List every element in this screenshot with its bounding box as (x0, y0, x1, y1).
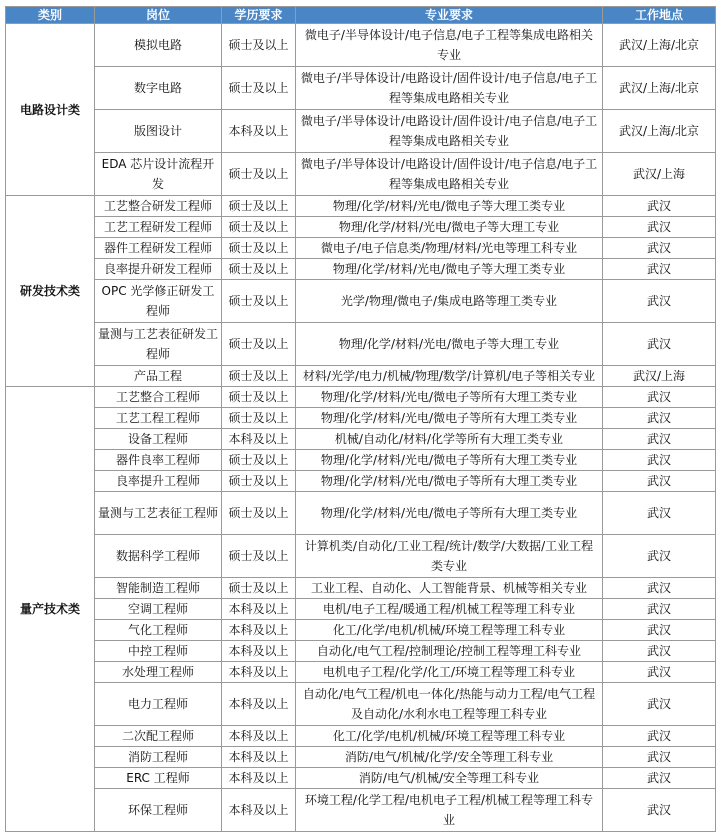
location-cell: 武汉 (603, 217, 716, 238)
position-cell: 电力工程师 (95, 683, 222, 726)
recruitment-table (5, 6, 716, 832)
education-cell: 硕士及以上 (222, 578, 296, 599)
table-row (6, 280, 716, 323)
table-row (6, 259, 716, 280)
header-row (6, 7, 716, 24)
position-cell: 模拟电路 (95, 24, 222, 67)
major-cell: 物理/化学/材料/光电/微电子等大理工专业 (296, 217, 603, 238)
education-cell: 硕士及以上 (222, 259, 296, 280)
category-rnd: 研发技术类 (6, 196, 95, 387)
position-cell: 中控工程师 (95, 641, 222, 662)
major-cell: 消防/电气/机械/安全等理工科专业 (296, 768, 603, 789)
table-row (6, 599, 716, 620)
position-cell: 气化工程师 (95, 620, 222, 641)
location-cell: 武汉 (603, 789, 716, 832)
table-row (6, 492, 716, 535)
major-cell: 化工/化学/电机/机械/环境工程等理工科专业 (296, 620, 603, 641)
education-cell: 硕士及以上 (222, 323, 296, 366)
education-cell: 本科及以上 (222, 662, 296, 683)
position-cell: 工艺整合研发工程师 (95, 196, 222, 217)
table-row (6, 641, 716, 662)
location-cell: 武汉/上海 (603, 153, 716, 196)
table-row (6, 24, 716, 67)
table-row (6, 387, 716, 408)
position-cell: 工艺工程研发工程师 (95, 217, 222, 238)
major-cell: 环境工程/化学工程/电机电子工程/机械工程等理工科专业 (296, 789, 603, 832)
major-cell: 物理/化学/材料/光电/微电子等大理工专业 (296, 323, 603, 366)
position-cell: 智能制造工程师 (95, 578, 222, 599)
education-cell: 硕士及以上 (222, 196, 296, 217)
table-row (6, 238, 716, 259)
table-row (6, 578, 716, 599)
table-row (6, 662, 716, 683)
position-cell: 版图设计 (95, 110, 222, 153)
header-education: 学历要求 (222, 7, 296, 24)
table-row (6, 471, 716, 492)
header-location: 工作地点 (603, 7, 716, 24)
education-cell: 本科及以上 (222, 599, 296, 620)
location-cell: 武汉 (603, 280, 716, 323)
position-cell: 环保工程师 (95, 789, 222, 832)
position-cell: 产品工程 (95, 366, 222, 387)
major-cell: 材料/光学/电力/机械/物理/数学/计算机/电子等相关专业 (296, 366, 603, 387)
education-cell: 硕士及以上 (222, 450, 296, 471)
table-row (6, 67, 716, 110)
category-mass: 量产技术类 (6, 387, 95, 832)
location-cell: 武汉 (603, 683, 716, 726)
table-row (6, 110, 716, 153)
education-cell: 硕士及以上 (222, 153, 296, 196)
location-cell: 武汉 (603, 768, 716, 789)
table-row (6, 683, 716, 726)
location-cell: 武汉 (603, 662, 716, 683)
education-cell: 硕士及以上 (222, 24, 296, 67)
table-row (6, 747, 716, 768)
table-row (6, 429, 716, 450)
major-cell: 机械/自动化/材料/化学等所有大理工类专业 (296, 429, 603, 450)
major-cell: 微电子/半导体设计/电路设计/固件设计/电子信息/电子工程等集成电路相关专业 (296, 110, 603, 153)
position-cell: 消防工程师 (95, 747, 222, 768)
location-cell: 武汉/上海/北京 (603, 67, 716, 110)
location-cell: 武汉 (603, 238, 716, 259)
education-cell: 本科及以上 (222, 683, 296, 726)
education-cell: 本科及以上 (222, 620, 296, 641)
location-cell: 武汉 (603, 492, 716, 535)
position-cell: 二次配工程师 (95, 726, 222, 747)
table-row (6, 450, 716, 471)
education-cell: 硕士及以上 (222, 387, 296, 408)
education-cell: 本科及以上 (222, 726, 296, 747)
position-cell: 量测与工艺表征工程师 (95, 492, 222, 535)
education-cell: 硕士及以上 (222, 535, 296, 578)
major-cell: 微电子/半导体设计/电路设计/固件设计/电子信息/电子工程等集成电路相关专业 (296, 153, 603, 196)
position-cell: 数据科学工程师 (95, 535, 222, 578)
location-cell: 武汉 (603, 599, 716, 620)
education-cell: 本科及以上 (222, 768, 296, 789)
major-cell: 物理/化学/材料/光电/微电子等大理工类专业 (296, 259, 603, 280)
location-cell: 武汉 (603, 450, 716, 471)
education-cell: 硕士及以上 (222, 238, 296, 259)
location-cell: 武汉 (603, 471, 716, 492)
education-cell: 本科及以上 (222, 641, 296, 662)
table-row (6, 768, 716, 789)
major-cell: 微电子/半导体设计/电子信息/电子工程等集成电路相关专业 (296, 24, 603, 67)
position-cell: 器件良率工程师 (95, 450, 222, 471)
table-body (6, 24, 716, 832)
location-cell: 武汉 (603, 726, 716, 747)
location-cell: 武汉 (603, 408, 716, 429)
position-cell: 器件工程研发工程师 (95, 238, 222, 259)
education-cell: 硕士及以上 (222, 217, 296, 238)
major-cell: 工业工程、自动化、人工智能背景、机械等相关专业 (296, 578, 603, 599)
education-cell: 本科及以上 (222, 789, 296, 832)
major-cell: 电机/电子工程/暖通工程/机械工程等理工科专业 (296, 599, 603, 620)
major-cell: 化工/化学/电机/机械/环境工程等理工科专业 (296, 726, 603, 747)
table-row (6, 408, 716, 429)
location-cell: 武汉/上海/北京 (603, 24, 716, 67)
table-row (6, 196, 716, 217)
education-cell: 本科及以上 (222, 747, 296, 768)
major-cell: 物理/化学/材料/光电/微电子等所有大理工类专业 (296, 450, 603, 471)
location-cell: 武汉/上海 (603, 366, 716, 387)
table-row (6, 153, 716, 196)
position-cell: 设备工程师 (95, 429, 222, 450)
position-cell: OPC 光学修正研发工程师 (95, 280, 222, 323)
location-cell: 武汉 (603, 535, 716, 578)
position-cell: 数字电路 (95, 67, 222, 110)
table-header (6, 7, 716, 24)
position-cell: ERC 工程师 (95, 768, 222, 789)
location-cell: 武汉 (603, 641, 716, 662)
major-cell: 光学/物理/微电子/集成电路等理工类专业 (296, 280, 603, 323)
location-cell: 武汉 (603, 387, 716, 408)
major-cell: 物理/化学/材料/光电/微电子等所有大理工类专业 (296, 408, 603, 429)
major-cell: 物理/化学/材料/光电/微电子等所有大理工类专业 (296, 471, 603, 492)
position-cell: 水处理工程师 (95, 662, 222, 683)
table-row (6, 535, 716, 578)
location-cell: 武汉/上海/北京 (603, 110, 716, 153)
major-cell: 消防/电气/机械/化学/安全等理工科专业 (296, 747, 603, 768)
major-cell: 物理/化学/材料/光电/微电子等所有大理工类专业 (296, 387, 603, 408)
position-cell: 工艺整合工程师 (95, 387, 222, 408)
major-cell: 自动化/电气工程/机电一体化/热能与动力工程/电气工程及自动化/水利水电工程等理工科专业 (296, 683, 603, 726)
education-cell: 硕士及以上 (222, 67, 296, 110)
major-cell: 物理/化学/材料/光电/微电子等大理工类专业 (296, 196, 603, 217)
education-cell: 硕士及以上 (222, 471, 296, 492)
header-major: 专业要求 (296, 7, 603, 24)
education-cell: 本科及以上 (222, 429, 296, 450)
location-cell: 武汉 (603, 578, 716, 599)
education-cell: 本科及以上 (222, 110, 296, 153)
position-cell: 空调工程师 (95, 599, 222, 620)
table-row (6, 726, 716, 747)
education-cell: 硕士及以上 (222, 366, 296, 387)
education-cell: 硕士及以上 (222, 492, 296, 535)
location-cell: 武汉 (603, 747, 716, 768)
table-row (6, 323, 716, 366)
major-cell: 微电子/电子信息类/物理/材料/光电等理工科专业 (296, 238, 603, 259)
header-position: 岗位 (95, 7, 222, 24)
location-cell: 武汉 (603, 429, 716, 450)
position-cell: 良率提升研发工程师 (95, 259, 222, 280)
major-cell: 物理/化学/材料/光电/微电子等所有大理工类专业 (296, 492, 603, 535)
education-cell: 硕士及以上 (222, 408, 296, 429)
location-cell: 武汉 (603, 196, 716, 217)
major-cell: 电机电子工程/化学/化工/环境工程等理工科专业 (296, 662, 603, 683)
education-cell: 硕士及以上 (222, 280, 296, 323)
major-cell: 自动化/电气工程/控制理论/控制工程等理工科专业 (296, 641, 603, 662)
position-cell: 工艺工程工程师 (95, 408, 222, 429)
location-cell: 武汉 (603, 620, 716, 641)
table-row (6, 620, 716, 641)
header-category: 类别 (6, 7, 95, 24)
position-cell: 良率提升工程师 (95, 471, 222, 492)
major-cell: 计算机类/自动化/工业工程/统计/数学/大数据/工业工程类专业 (296, 535, 603, 578)
position-cell: 量测与工艺表征研发工程师 (95, 323, 222, 366)
table-row (6, 366, 716, 387)
table-row (6, 217, 716, 238)
category-circuit: 电路设计类 (6, 24, 95, 196)
position-cell: EDA 芯片设计流程开发 (95, 153, 222, 196)
location-cell: 武汉 (603, 259, 716, 280)
major-cell: 微电子/半导体设计/电路设计/固件设计/电子信息/电子工程等集成电路相关专业 (296, 67, 603, 110)
location-cell: 武汉 (603, 323, 716, 366)
table-row (6, 789, 716, 832)
